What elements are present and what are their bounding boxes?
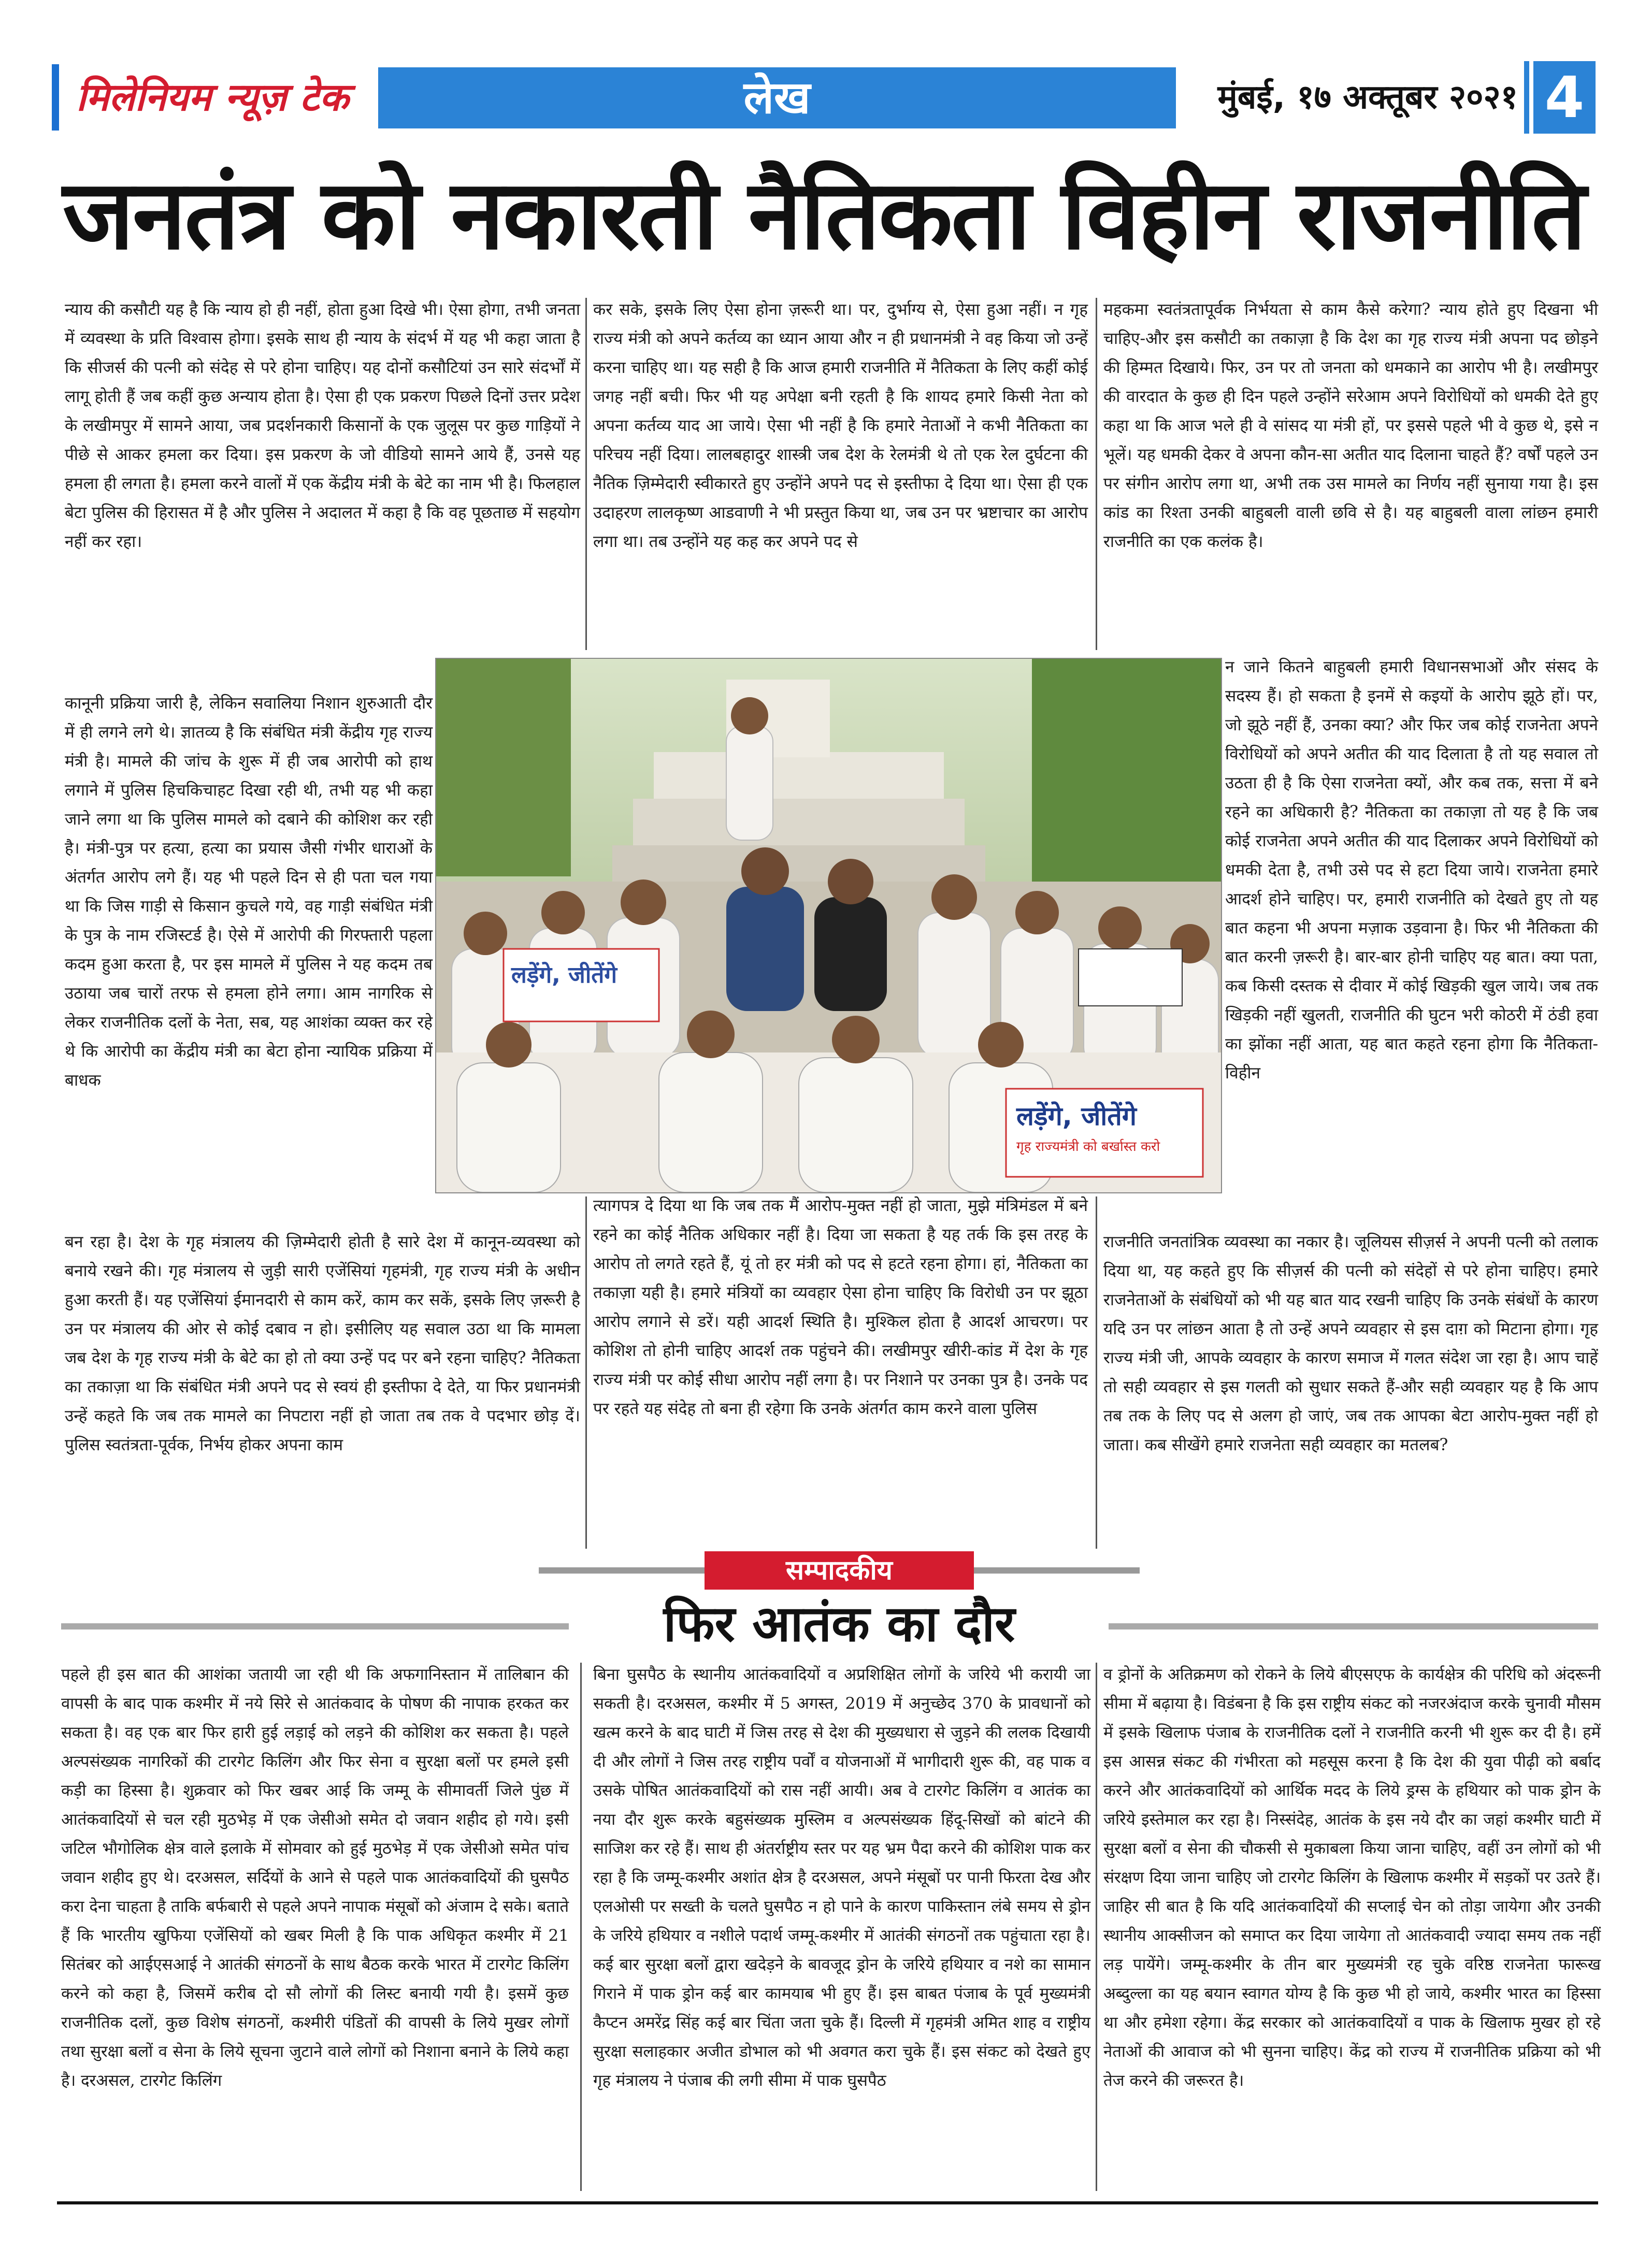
article-col1-bottom: [65, 1228, 580, 1549]
editorial-rule-right: [974, 1567, 1140, 1574]
editorial-paragraph: व ड्रोनों के अतिक्रमण को रोकने के लिये बीएसएफ के कार्यक्षेत्र की परिधि को अंदरूनी सीमा में बढ़ाया है। विडंबना है कि इस राष्ट्रीय संकट को नजरअंदाज करके चुनावी मौसम में इसके खिलाफ पंजाब के राजनीतिक दलों ने राजनीति करनी भी शुरू कर दी है। हमें इस आसन्न संकट की गंभीरता को महसूस करना है कि देश की युवा पीढ़ी को बर्बाद करने और आतंकवादियों को आर्थिक मदद के लिये ड्रग्स के हथियार को पाक ड्रोन के जरिये इस्तेमाल कर रहा है। निस्संदेह, आतंक के इस नये दौर का जहां कश्मीर घाटी में सुरक्षा बलों व सेना की चौकसी से मुकाबला किया जाना चाहिए, वहीं उन लोगों को भी संरक्षण दिया जाना चाहिए जो टारगेट किलिंग के खिलाफ कश्मीर में सड़कों पर उतरे हैं। जाहिर सी बात है कि यदि आतंकवादियों की सप्लाई चेन को तोड़ा जायेगा और उनकी स्थानीय आक्सीजन को समाप्त कर दिया जायेगा तो आतंकवादी ज्यादा समय तक नहीं लड़ पायेंगे। जम्मू-कश्मीर के तीन बार मुख्यमंत्री रह चुके वरिष्ठ राजनेता फारूख अब्दुल्ला का यह बयान स्वागत योग्य है कि कुछ भी हो जाये, कश्मीर भारत का हिस्सा था और हमेशा रहेगा। केंद्र सरकार को आतंकवादियों व पाक के खिलाफ मुखर हो रहे नेताओं की आवाज को भी सुनना चाहिए। केंद्र को राज्य में राजनीतिक प्रक्रिया को भी तेज करने की जरूरत है।: [1103, 1665, 1601, 2090]
masthead: [52, 61, 1596, 134]
editorial-col1: [61, 1660, 569, 2178]
article-col1-mid: [65, 689, 433, 1225]
article-paragraph: न्याय की कसौटी यह है कि न्याय हो ही नहीं, होता हुआ दिखे भी। ऐसा होगा, तभी जनता में व्यवस्था के प्रति विश्वास होगा। इसके साथ ही न्याय के संदर्भ में यह भी कहा जाता है कि सीजर्स की पत्नी को संदेह से परे होना चाहिए। यह दोनों कसौटियां उन सारे संदर्भों में लागू होती हैं जब कहीं कुछ अन्याय होता है। ऐसा ही एक प्रकरण पिछले दिनों उत्तर प्रदेश के लखीमपुर में सामने आया, जब प्रदर्शनकारी किसानों के एक जुलूस पर कुछ गाड़ियों ने पीछे से आकर हमला कर दिया। इस प्रकरण के जो वीडियो सामने आये हैं, उनसे यह हमला ही लगता है। हमला करने वालों में एक केंद्रीय मंत्री के बेटे का नाम भी है। फिलहाल बेटा पुलिस की हिरासत में है और पुलिस ने अदालत में कहा है कि वह पूछताछ में सहयोग नहीं कर रहा।: [65, 300, 580, 551]
section-label: लेख: [743, 72, 811, 124]
banner-text-1: लड़ेंगे, जीतेंगे: [511, 962, 617, 988]
page-number-divider: [1524, 61, 1529, 134]
editorial-title-rule-right: [1109, 1623, 1598, 1629]
article-paragraph: कानूनी प्रक्रिया जारी है, लेकिन सवालिया निशान शुरुआती दौर में ही लगने लगे थे। ज्ञातव्य है कि संबंधित मंत्री केंद्रीय गृह राज्य मंत्री है। मामले की जांच के शुरू में ही जब आरोपी को हाथ लगाने में पुलिस हिचकिचाहट दिखा रही थी, तभी यह भी कहा जाने लगा था कि पुलिस मामले को दबाने की कोशिश कर रही है। मंत्री-पुत्र पर हत्या, हत्या का प्रयास जैसी गंभीर धाराओं के अंतर्गत आरोप लगे हैं। यह भी पहले दिन से ही पता चल गया था कि जिस गाड़ी से किसान कुचले गये, वह गाड़ी संबंधित मंत्री के पुत्र के नाम रजिस्टर्ड है। ऐसे में आरोपी की गिरफ्तारी पहला कदम हुआ करता है, पर इस मामले में पुलिस ने यह कदम तब उठाया जब चारों तरफ से हमला होने लगा। आम नागरिक से लेकर राजनीतिक दलों के नेता, सब, यह आशंका व्यक्त कर रहे थे कि आरोपी का केंद्रीय मंत्री का बेटा होना न्यायिक प्रक्रिया में बाधक: [65, 694, 433, 1090]
page-number: 4: [1533, 61, 1596, 134]
article-col3-mid: [1225, 653, 1598, 1222]
editorial-col2: [593, 1660, 1090, 2178]
column-divider: [585, 298, 587, 650]
page-bottom-rule: [57, 2201, 1598, 2204]
editorial-paragraph: पहले ही इस बात की आशंका जतायी जा रही थी कि अफगानिस्तान में तालिबान की वापसी के बाद पाक कश्मीर में नये सिरे से आतंकवाद के पोषण की नापाक हरकत कर सकता है। वह एक बार फिर हारी हुई लड़ाई को लड़ने की कोशिश कर सकता है। पहले अल्पसंख्यक नागरिकों की टारगेट किलिंग और फिर सेना व सुरक्षा बलों पर हमले इसी कड़ी का हिस्सा है। शुक्रवार को फिर खबर आई कि जम्मू के सीमावर्ती जिले पुंछ में आतंकवादियों से चल रही मुठभेड़ में एक जेसीओ समेत दो जवान शहीद हो गये। इसी जटिल भौगोलिक क्षेत्र वाले इलाके में सोमवार को हुई मुठभेड़ में एक जेसीओ समेत पांच जवान शहीद हुए थे। दरअसल, सर्दियों के आने से पहले पाक आतंकवादियों की घुसपैठ करा देना चाहता है ताकि बर्फबारी से पहले अपने नापाक मंसूबों को अंजाम दे सके। बताते हैं कि भारतीय खुफिया एजेंसियों को खबर मिली है कि पाक अधिकृत कश्मीर में 21 सितंबर को आईएसआई ने आतंकी संगठनों के साथ बैठक करके भारत में टारगेट किलिंग करने को कहा है, जिसमें करीब दो सौ लोगों की लिस्ट बनायी गयी है। इसमें कुछ राजनीतिक दलों, कुछ विशेष संगठनों, कश्मीरी पंडितों की वापसी के लिये मुखर लोगों तथा सुरक्षा बलों व सेना के लिये सूचना जुटाने वाले लोगों को निशाना बनाने के लिये कहा है। दरअसल, टारगेट किलिंग: [61, 1665, 569, 2090]
article-col3-top: [1103, 295, 1598, 647]
editorial-title: फिर आतंक का दौर: [663, 1595, 1015, 1653]
article-paragraph: महकमा स्वतंत्रतापूर्वक निर्भयता से काम कैसे करेगा? न्याय होते हुए दिखना भी चाहिए-और इस कसौटी का तकाज़ा है कि देश का गृह राज्य मंत्री अपना पद छोड़ने की हिम्मत दिखाये। फिर, उन पर तो जनता को धमकाने का आरोप भी है। लखीमपुर की वारदात के कुछ ही दिन पहले उन्होंने सरेआम अपने विरोधियों को धमकी देते हुए कहा था कि आज भले ही वे सांसद या मंत्री हों, पर इससे पहले भी वे कुछ थे, इसे न भूलें। यह धमकी देकर वे अपना कौन-सा अतीत याद दिलाना चाहते हैं? वर्षों पहले उन पर संगीन आरोप लगा था, अभी तक उस मामले का निर्णय नहीं सुनाया गया है। इस कांड का रिश्ता उनकी बाहुबली वाली छवि से है। यह बाहुबली वाला लांछन हमारी राजनीति का एक कलंक है।: [1103, 300, 1598, 551]
editorial-title-rule-left: [61, 1623, 569, 1629]
editorial-rule-left: [539, 1567, 705, 1574]
column-divider: [580, 1663, 582, 2191]
column-divider: [1096, 298, 1097, 650]
editorial-label: सम्पादकीय: [786, 1555, 893, 1586]
article-headline: जनतंत्र को नकारती नैतिकता विहीन राजनीति: [62, 158, 1585, 271]
article-paragraph: राजनीति जनतांत्रिक व्यवस्था का नकार है। जूलियस सीज़र्स ने अपनी पत्नी को तलाक दिया था, यह कहते हुए कि सीज़र्स की पत्नी को संदेहों से परे होना चाहिए। हमारे राजनेताओं के संबंधियों को भी यह बात याद रखनी चाहिए कि उनके संबंधों के कारण यदि उन पर लांछन आता है तो उन्हें अपने व्यवहार से इस दाग़ को मिटाना होगा। गृह राज्य मंत्री जी, आपके व्यवहार के कारण समाज में गलत संदेश जा रहा है। आप चाहें तो सही व्यवहार से इस गलती को सुधार सकते हैं-और सही व्यवहार यह है कि आप तब तक के लिए पद से अलग हो जाएं, जब तक आपका बेटा आरोप-मुक्त नहीं हो जाता। कब सीखेंगे हमारे राजनेता सही व्यवहार का मतलब?: [1103, 1233, 1598, 1454]
column-divider: [1096, 1663, 1097, 2191]
editorial-col3: [1103, 1660, 1601, 2178]
article-paragraph: कर सके, इसके लिए ऐसा होना ज़रूरी था। पर, दुर्भाग्य से, ऐसा हुआ नहीं। न गृह राज्य मंत्री को अपने कर्तव्य का ध्यान आया और न ही प्रधानमंत्री ने वह किया जो उन्हें करना चाहिए था। यह सही है कि आज हमारी राजनीति में नैतिकता के लिए कहीं कोई जगह नहीं बची। फिर भी यह अपेक्षा बनी रहती है कि शायद हमारे किसी नेता को अपना कर्तव्य याद आ जाये। ऐसा भी नहीं है कि हमारे नेताओं ने कभी नैतिकता का परिचय नहीं दिया। लालबहादुर शास्त्री जब देश के रेलमंत्री थे तो एक रेल दुर्घटना की नैतिक ज़िम्मेदारी स्वीकारते हुए उन्होंने अपने पद से इस्तीफा दे दिया था। ऐसा ही एक उदाहरण लालकृष्ण आडवाणी ने भी प्रस्तुत किया था, जब उन पर भ्रष्टाचार का आरोप लगा था। तब उन्होंने यह कह कर अपने पद से: [593, 300, 1088, 551]
article-col1-top: [65, 295, 580, 689]
article-paragraph: न जाने कितने बाहुबली हमारी विधानसभाओं और संसद के सदस्य हैं। हो सकता है इनमें से कइयों के आरोप झूठे हों। पर, जो झूठे नहीं हैं, उनका क्या? और फिर जब कोई राजनेता अपने विरोधियों को अपने अतीत की याद दिलाता है तो यह सवाल तो उठता ही है कि ऐसा राजनेता क्यों, और कब तक, सत्ता में बने रहने का अधिकारी है? नैतिकता का तकाज़ा तो यह है कि जब कोई राजनेता अपने अतीत की याद दिलाकर अपने विरोधियों को धमकी देता है, तभी उसे पद से हटा दिया जाये। राजनेता हमारे आदर्श होने चाहिए। पर, हमारी राजनीति को देखते हुए तो यह बात कहना भी अपना मज़ाक उड़वाना है। फिर भी नैतिकता की बात करनी ज़रूरी है। बार-बार होनी चाहिए यह बात। क्या पता, कब किसी दस्तक से दीवार में कोई खिड़की खुल जाये। जब तक खिड़की नहीं खुलती, राजनीति की घुटन भरी कोठरी में ठंडी हवा का झोंका नहीं आता, यह बात कहते रहना होगा कि नैतिकता-विहीन: [1225, 658, 1598, 1083]
banner-text-2: लड़ेंगे, जीतेंगे: [1016, 1101, 1137, 1131]
article-col2-top: [593, 295, 1088, 653]
protest-photo-illustration: [436, 659, 1221, 1192]
dateline: मुंबई, १७ अक्तूबर २०२१: [1217, 78, 1518, 117]
column-divider: [1096, 1196, 1097, 1549]
banner-subtext: गृह राज्यमंत्री को बर्खास्त करो: [1016, 1139, 1160, 1155]
article-paragraph: त्यागपत्र दे दिया था कि जब तक मैं आरोप-मुक्त नहीं हो जाता, मुझे मंत्रिमंडल में बने रहने का कोई नैतिक अधिकार नहीं है। दिया जा सकता है यह तर्क कि इस तरह के आरोप तो लगते रहते हैं, यूं तो हर मंत्री को पद से हटते रहना होगा। हां, नैतिकता का तकाज़ा यही है। हमारे मंत्रियों का व्यवहार ऐसा होना चाहिए कि विरोधी उन पर झूठा आरोप लगाने से डरें। यही आदर्श स्थिति है। मुश्किल होता है आदर्श आचरण। पर कोशिश तो होनी चाहिए आदर्श तक पहुंचने की। लखीमपुर खीरी-कांड में देश के गृह राज्य मंत्री पर कोई सीधा आरोप नहीं लगा है। पर निशाने पर उनका पुत्र है। उनके पद पर रहते यह संदेह तो बना ही रहेगा कि उनके अंतर्गत काम करने वाला पुलिस: [593, 1196, 1088, 1418]
column-divider: [585, 1196, 587, 1549]
article-col2-bottom: [593, 1191, 1088, 1554]
editorial-paragraph: बिना घुसपैठ के स्थानीय आतंकवादियों व अप्रशिक्षित लोगों के जरिये भी करायी जा सकती है। दरअसल, कश्मीर में 5 अगस्त, 2019 में अनुच्छेद 370 के प्रावधानों को खत्म करने के बाद घाटी में जिस तरह से देश की मुख्यधारा से जुड़ने की ललक दिखायी दी और लोगों ने जिस तरह राष्ट्रीय पर्वों व योजनाओं में भागीदारी शुरू की, वह पाक व उसके पोषित आतंकवादियों को रास नहीं आयी। अब वे टारगेट किलिंग व आतंक का नया दौर शुरू करके बहुसंख्यक मुस्लिम व अल्पसंख्यक हिंदू-सिखों को बांटने की साजिश कर रहे हैं। साथ ही अंतर्राष्ट्रीय स्तर पर यह भ्रम पैदा करने की कोशिश पाक कर रहा है कि जम्मू-कश्मीर अशांत क्षेत्र है दरअसल, अपने मंसूबों पर पानी फिरता देख और एलओसी पर सख्ती के चलते घुसपैठ न हो पाने के कारण पाकिस्तान लंबे समय से ड्रोन के जरिये हथियार व नशीले पदार्थ जम्मू-कश्मीर में आतंकी संगठनों तक पहुंचाता रहा है। कई बार सुरक्षा बलों द्वारा खदेड़ने के बावजूद ड्रोन के जरिये हथियार व नशे का सामान गिराने में पाक ड्रोन कई बार कामयाब भी हुए हैं। इस बाबत पंजाब के पूर्व मुख्यमंत्री कैप्टन अमरेंद्र सिंह कई बार चिंता जता चुके हैं। दिल्ली में गृहमंत्री अमित शाह व राष्ट्रीय सुरक्षा सलाहकार अजीत डोभाल को भी अवगत करा चुके हैं। इस संकट को देखते हुए गृह मंत्रालय ने पंजाब की लगी सीमा में पाक घुसपैठ: [593, 1665, 1090, 2090]
protest-photo: [435, 658, 1222, 1193]
newspaper-brand: मिलेनियम न्यूज़ टेक: [76, 75, 349, 120]
article-col3-bottom: [1103, 1228, 1598, 1549]
article-paragraph: बन रहा है। देश के गृह मंत्रालय की ज़िम्मेदारी होती है सारे देश में कानून-व्यवस्था को बनाये रखने की। गृह मंत्रालय से जुड़ी सारी एजेंसियां गृहमंत्री, गृह राज्य मंत्री के अधीन हुआ करती हैं। यह एजेंसियां ईमानदारी से काम करें, काम कर सकें, इसके लिए ज़रूरी है उन पर मंत्रालय की ओर से कोई दबाव न हो। इसीलिए यह सवाल उठा था कि मामला जब देश के गृह राज्य मंत्री के बेटे का हो तो क्या उन्हें पद पर बने रहना चाहिए? नैतिकता का तकाज़ा था कि संबंधित मंत्री अपने पद से स्वयं ही इस्तीफा दे देते, या फिर प्रधानमंत्री उन्हें कहते कि जब तक मामले का निपटारा नहीं हो जाता तब तक वे पदभार छोड़ दें। पुलिस स्वतंत्रता-पूर्वक, निर्भय होकर अपना काम: [65, 1233, 580, 1454]
